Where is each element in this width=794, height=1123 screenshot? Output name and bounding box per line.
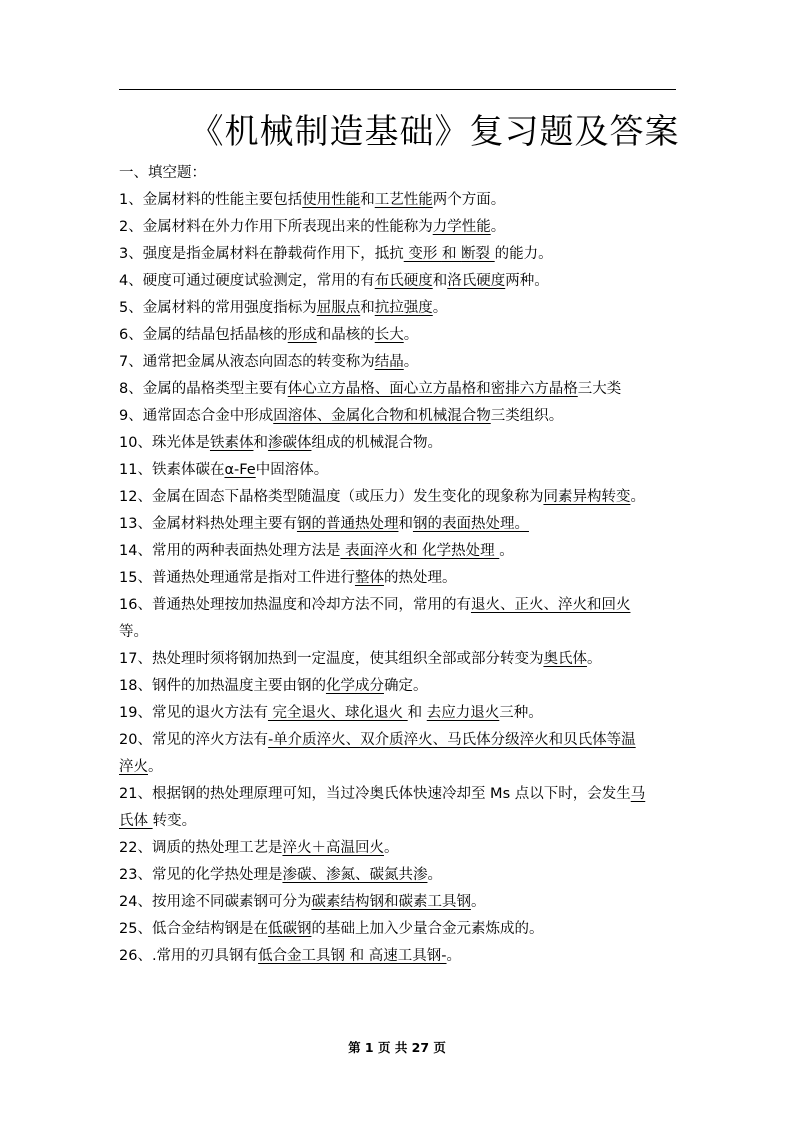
item-11: 11、铁素体碳在α-Fe中固溶体。 (119, 462, 329, 478)
answer: 固溶体、金属化合物和机械混合物 (273, 408, 491, 424)
item-2: 2、金属材料在外力作用下所表现出来的性能称为力学性能。 (119, 219, 506, 235)
answer: 整体 (354, 570, 384, 586)
item-23: 23、常见的化学热处理是渗碳、渗氮、碳氮共渗。 (119, 867, 442, 883)
answer: 体心立方晶格、面心立方晶格和密排六方晶格 (287, 381, 578, 397)
answer: 马氏体 (119, 786, 646, 829)
item-6: 6、金属的结晶包括晶核的形成和晶核的长大。 (119, 327, 419, 343)
answer: 退火、正火、淬火和回火 (470, 597, 631, 613)
answer: 断裂 (461, 246, 495, 262)
item-7: 7、通常把金属从液态向固态的转变称为结晶。 (119, 354, 419, 370)
item-14: 14、常用的两种表面热处理方法是 表面淬火和 化学热处理 。 (119, 543, 514, 559)
item-13: 13、金属材料热处理主要有钢的普通热处理和钢的表面热处理。 (119, 516, 529, 532)
answer: 结晶 (374, 354, 404, 370)
item-22: 22、调质的热处理工艺是淬火＋高温回火。 (119, 840, 399, 856)
answer: 同素异构转变 (543, 489, 631, 505)
item-17: 17、热处理时须将钢加热到一定温度，使其组织全部或部分转变为奥氏体。 (119, 651, 602, 667)
item-26: 26、.常用的刃具钢有低合金工具钢 和 高速工具钢-。 (119, 948, 462, 964)
item-1: 1、金属材料的性能主要包括使用性能和工艺性能两个方面。 (119, 192, 506, 208)
answer: 奥氏体 (543, 651, 587, 667)
answer: 完全退火、球化退火 (267, 705, 408, 721)
answer: 长大 (374, 327, 404, 343)
item-15: 15、普通热处理通常是指对工件进行整体的热处理。 (119, 570, 457, 586)
item-12: 12、金属在固态下晶格类型随温度（或压力）发生变化的现象称为同素异构转变。 (119, 489, 645, 505)
answer: 变形 (403, 246, 442, 262)
answer: 淬火＋高温回火 (282, 840, 384, 856)
answer: 铁素体 (209, 435, 254, 451)
item-25: 25、低合金结构钢是在低碳钢的基础上加入少量合金元素炼成的。 (119, 921, 544, 937)
answer: 屈服点 (316, 300, 361, 316)
answer: 力学性能 (432, 219, 491, 235)
item-16: 16、普通热处理按加热温度和冷却方法不同，常用的有退火、正火、淬火和回火等。 (119, 597, 631, 640)
answer: 低碳钢 (267, 921, 312, 937)
item-20: 20、常见的淬火方法有-单介质淬火、双介质淬火、马氏体分级淬火和贝氏体等温淬火。 (119, 732, 636, 775)
answer: 碳素结构钢和碳素工具钢 (311, 894, 471, 910)
answer: 表面淬火和 化学热处理 (340, 543, 500, 559)
item-4: 4、硬度可通过硬度试验测定，常用的有布氏硬度和洛氏硬度两种。 (119, 273, 549, 289)
document-title: 《机械制造基础》复习题及答案 (189, 112, 680, 152)
answer: 洛氏硬度 (447, 273, 506, 289)
answer: 工艺性能 (374, 192, 433, 208)
section-heading: 一、填空题： (119, 165, 206, 181)
item-5: 5、金属材料的常用强度指标为屈服点和抗拉强度。 (119, 300, 448, 316)
item-24: 24、按用途不同碳素钢可分为碳素结构钢和碳素工具钢。 (119, 894, 486, 910)
item-19: 19、常见的退火方法有 完全退火、球化退火 和 去应力退火三种。 (119, 705, 543, 721)
item-10: 10、珠光体是铁素体和渗碳体组成的机械混合物。 (119, 435, 442, 451)
answer: 渗碳体 (267, 435, 312, 451)
answer: 钢的普通热处理 (296, 516, 399, 532)
item-18: 18、钢件的加热温度主要由钢的化学成分确定。 (119, 678, 428, 694)
document-body (119, 160, 649, 970)
item-9: 9、通常固态合金中形成固溶体、金属化合物和机械混合物三类组织。 (119, 408, 564, 424)
answer: -单介质淬火、双介质淬火、马氏体分级淬火和贝氏体等温淬火 (119, 732, 636, 775)
answer: 渗碳、渗氮、碳氮共渗 (282, 867, 428, 883)
item-8: 8、金属的晶格类型主要有体心立方晶格、面心立方晶格和密排六方晶格三大类 (119, 381, 622, 397)
answer: 抗拉强度 (374, 300, 433, 316)
answer: 使用性能 (302, 192, 361, 208)
answer: 钢的表面热处理。 (412, 516, 529, 532)
page-footer: 第 1 页 共 27 页 (348, 1040, 446, 1055)
header-rule (119, 89, 676, 90)
answer: 低合金工具钢 和 高速工具钢- (258, 948, 447, 964)
answer: 布氏硬度 (374, 273, 433, 289)
answer: 去应力退火 (426, 705, 500, 721)
answer: α-Fe (224, 462, 256, 478)
item-21: 21、根据钢的热处理原理可知，当过冷奥氏体快速冷却至 Ms 点以下时，会发生马氏体 转变。 (119, 786, 646, 829)
item-3: 3、强度是指金属材料在静载荷作用下，抵抗 变形 和 断裂 的能力。 (119, 246, 553, 262)
answer: 形成 (287, 327, 317, 343)
answer: 化学成分 (325, 678, 384, 694)
